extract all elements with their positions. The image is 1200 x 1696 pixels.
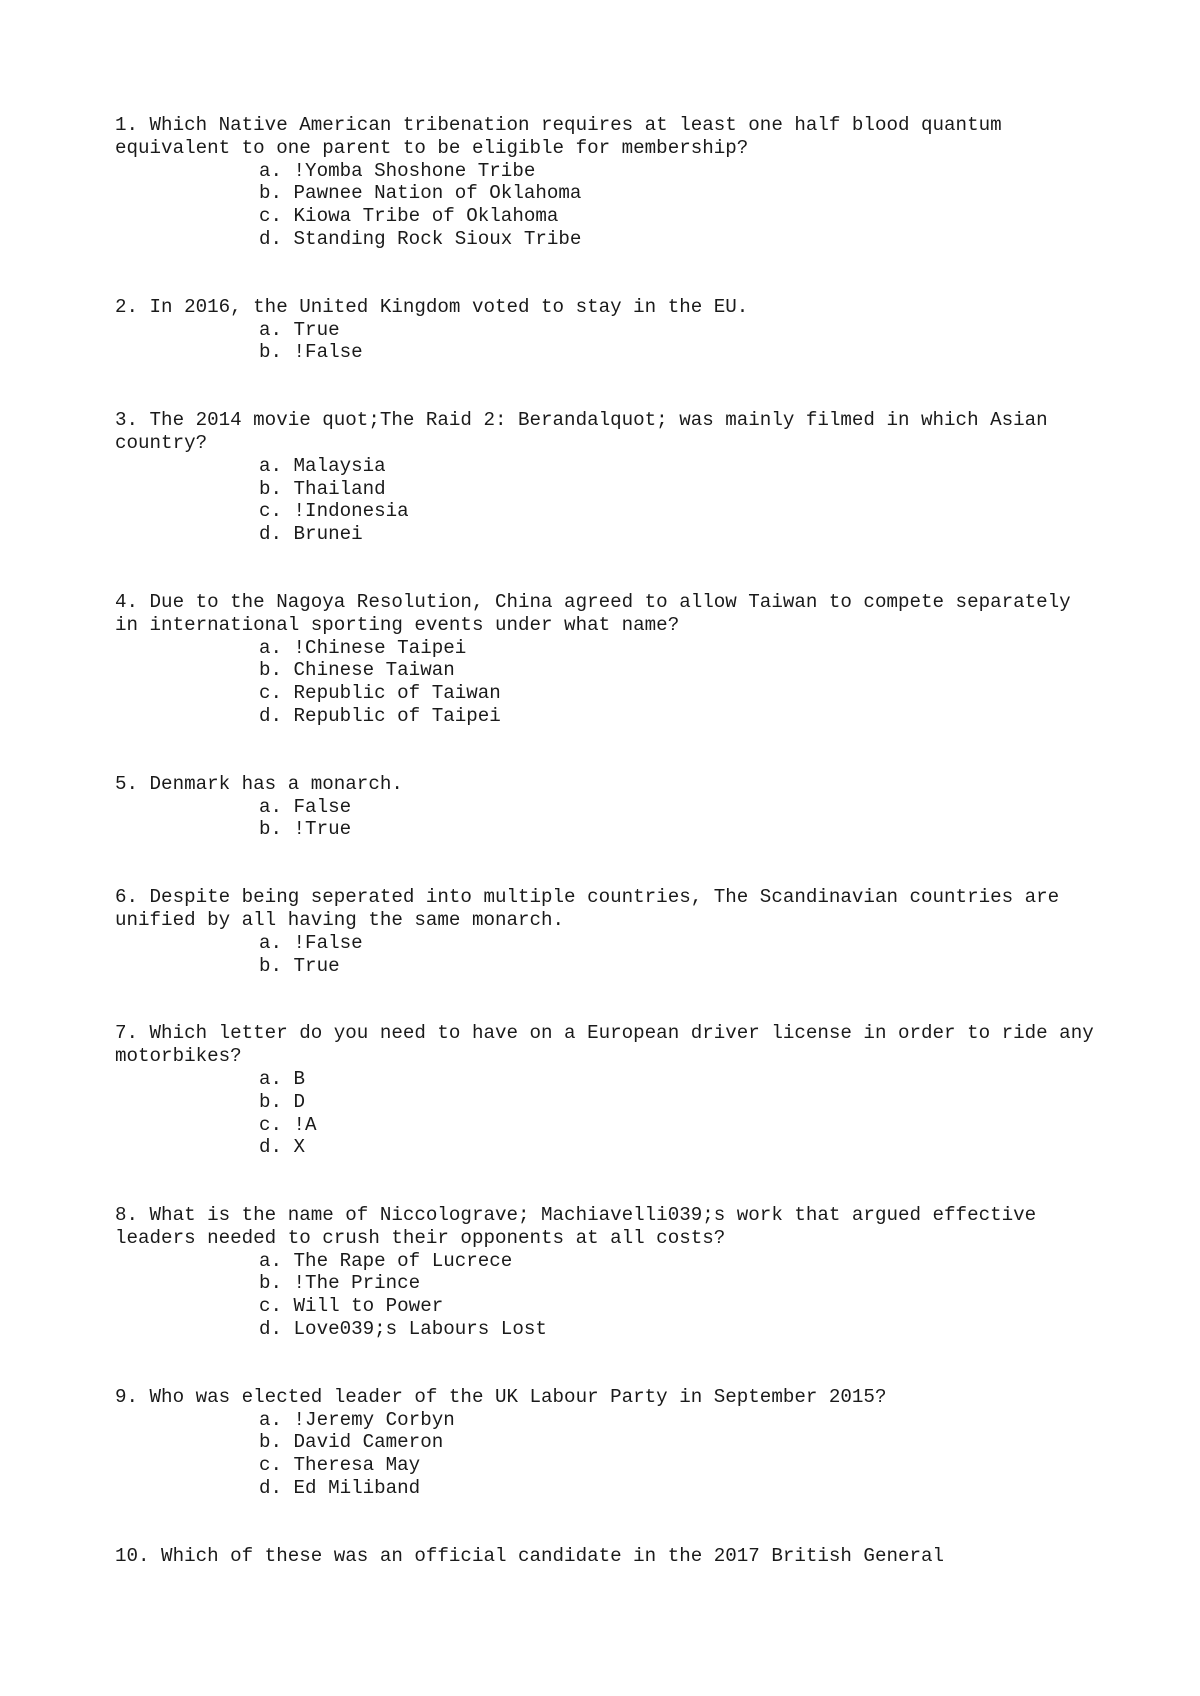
question-5	[115, 773, 1115, 841]
answer-options	[115, 637, 1115, 728]
answer-option-a: a. !Jeremy Corbyn	[259, 1408, 455, 1431]
answer-option-d: d. Standing Rock Sioux Tribe	[259, 227, 582, 250]
answer-options	[115, 1409, 1115, 1500]
answer-option-c: c. Kiowa Tribe of Oklahoma	[259, 205, 559, 228]
answer-option-d: d. Republic of Taipei	[259, 704, 501, 727]
answer-options	[115, 455, 1115, 546]
answer-option-b: b. !False	[259, 341, 363, 364]
answer-option-d: d. X	[259, 1136, 306, 1159]
question-4	[115, 591, 1115, 728]
answer-option-a: a. True	[259, 318, 340, 341]
question-8	[115, 1204, 1115, 1341]
answer-option-c: c. Republic of Taiwan	[259, 682, 501, 705]
question-6	[115, 886, 1115, 977]
question-9	[115, 1386, 1115, 1500]
answer-option-b: b. Chinese Taiwan	[259, 659, 455, 682]
question-3	[115, 409, 1115, 546]
question-2	[115, 296, 1115, 364]
question-text: 9. Who was elected leader of the UK Labour Party in September 2015?	[115, 1385, 887, 1408]
question-text: 4. Due to the Nagoya Resolution, China agreed to allow Taiwan to compete separately in international sporting events under what name?	[115, 590, 1083, 636]
answer-options	[115, 932, 1115, 978]
answer-option-a: a. Malaysia	[259, 454, 386, 477]
question-text: 10. Which of these was an official candidate in the 2017 British General	[115, 1544, 945, 1567]
answer-options	[115, 796, 1115, 842]
answer-option-a: a. False	[259, 795, 352, 818]
answer-option-a: a. The Rape of Lucrece	[259, 1249, 513, 1272]
question-text: 2. In 2016, the United Kingdom voted to stay in the EU.	[115, 295, 749, 318]
answer-option-c: c. !Indonesia	[259, 500, 409, 523]
answer-options	[115, 319, 1115, 365]
question-10	[115, 1545, 1115, 1568]
answer-option-c: c. Theresa May	[259, 1454, 421, 1477]
question-7	[115, 1022, 1115, 1159]
answer-option-d: d. Ed Miliband	[259, 1477, 421, 1500]
answer-option-b: b. !The Prince	[259, 1272, 421, 1295]
answer-option-a: a. !Yomba Shoshone Tribe	[259, 159, 536, 182]
question-text: 7. Which letter do you need to have on a European driver license in order to ride any motorbikes?	[115, 1022, 1106, 1068]
answer-option-b: b. True	[259, 954, 340, 977]
answer-option-a: a. !Chinese Taipei	[259, 636, 467, 659]
quiz-content	[115, 114, 1115, 1613]
answer-option-b: b. !True	[259, 818, 352, 841]
answer-option-a: a. B	[259, 1067, 306, 1090]
answer-option-c: c. Will to Power	[259, 1295, 444, 1318]
answer-option-b: b. Pawnee Nation of Oklahoma	[259, 182, 582, 205]
answer-options	[115, 1068, 1115, 1159]
question-text: 5. Denmark has a monarch.	[115, 772, 403, 795]
question-text: 6. Despite being seperated into multiple countries, The Scandinavian countries are unified by all having the same monarch.	[115, 886, 1071, 931]
question-text: 3. The 2014 movie quot;The Raid 2: Berandalquot; was mainly filmed in which Asian country?	[115, 409, 1060, 454]
answer-option-a: a. !False	[259, 931, 363, 954]
answer-option-b: b. D	[259, 1090, 306, 1113]
question-1	[115, 114, 1115, 251]
answer-options	[115, 160, 1115, 251]
answer-option-b: b. Thailand	[259, 477, 386, 500]
question-text: 1. Which Native American tribenation requires at least one half blood quantum equivalent to one parent to be eligible for membership?	[115, 114, 1014, 159]
answer-options	[115, 1250, 1115, 1341]
answer-option-d: d. Love039;s Labours Lost	[259, 1318, 547, 1341]
answer-option-b: b. David Cameron	[259, 1431, 444, 1454]
question-text: 8. What is the name of Niccolograve; Machiavelli039;s work that argued effective leaders needed to crush their opponents at all costs?	[115, 1204, 1048, 1249]
answer-option-d: d. Brunei	[259, 523, 363, 546]
answer-option-c: c. !A	[259, 1113, 317, 1136]
